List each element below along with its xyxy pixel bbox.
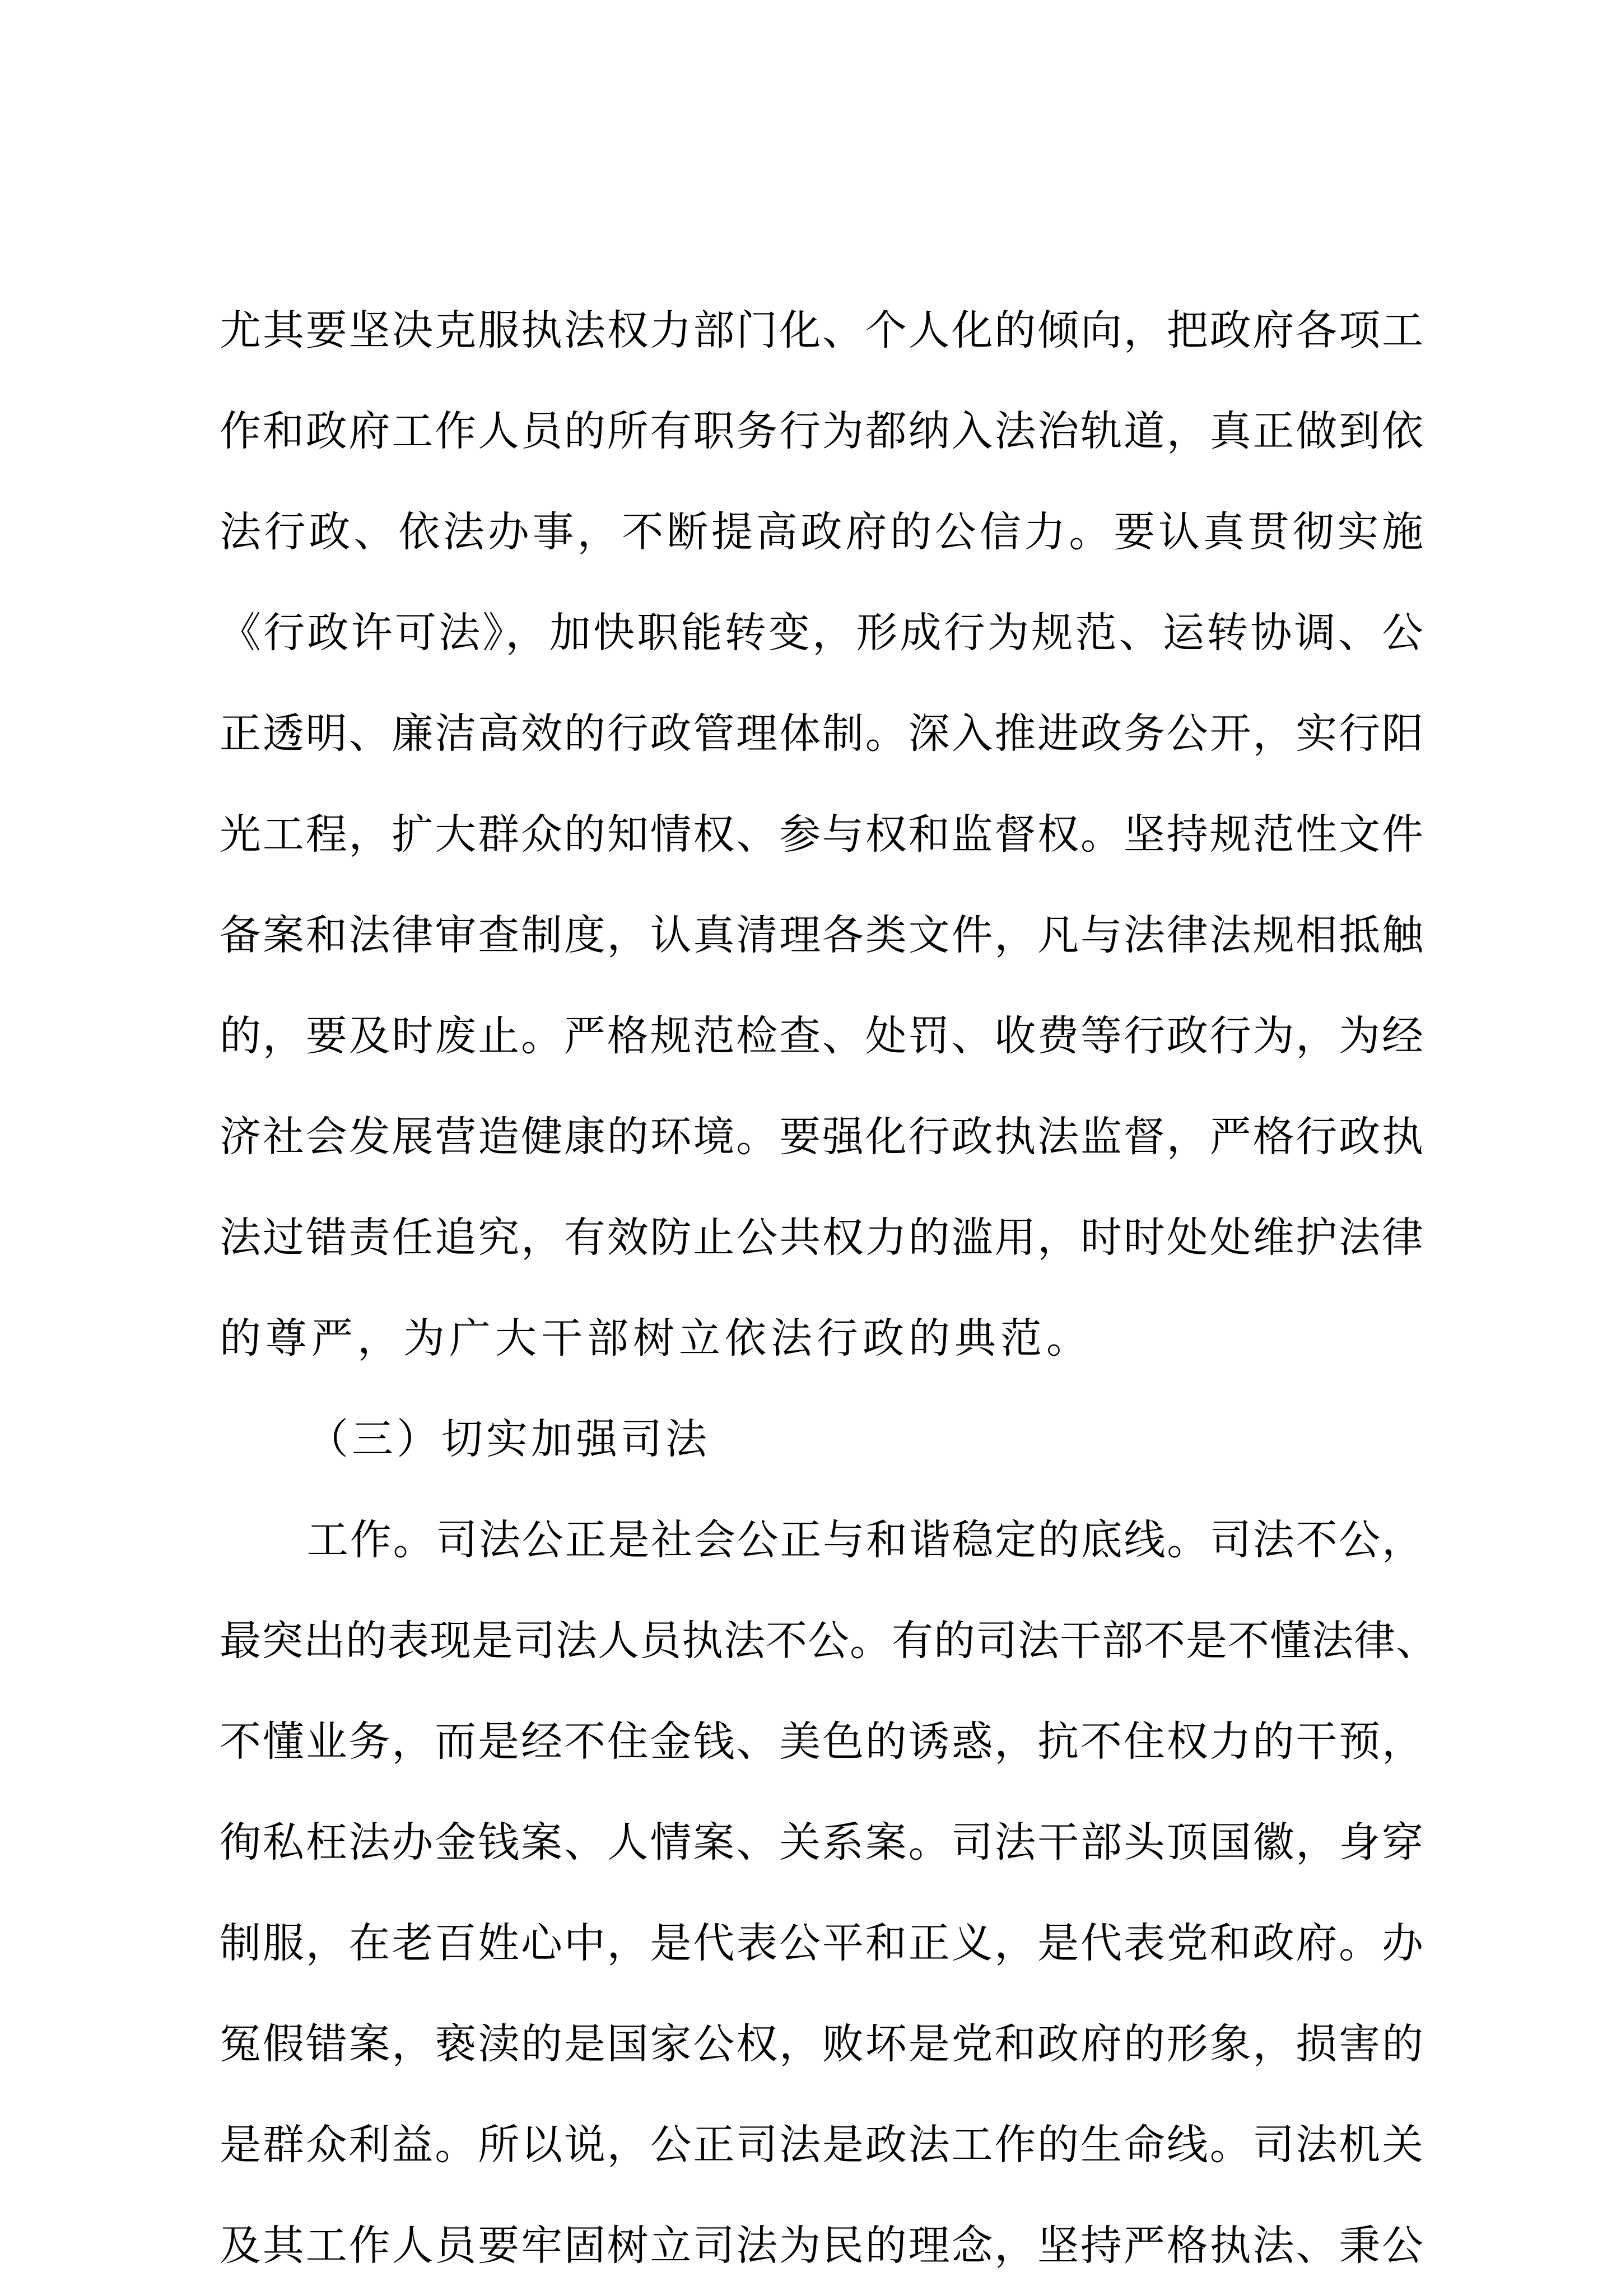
paragraph1-line: 济社会发展营造健康的环境。要强化行政执法监督，严格行政执	[220, 1113, 1424, 1161]
section-heading: （三）切实加强司法	[307, 1415, 710, 1463]
paragraph1-line: 光工程，扩大群众的知情权、参与权和监督权。坚持规范性文件	[220, 810, 1424, 858]
paragraph1-line: 法行政、依法办事，不断提高政府的公信力。要认真贯彻实施	[220, 508, 1424, 556]
paragraph1-line: 作和政府工作人员的所有职务行为都纳入法治轨道，真正做到依	[220, 407, 1424, 455]
paragraph2-line: 及其工作人员要牢固树立司法为民的理念，坚持严格执法、秉公	[220, 2222, 1424, 2270]
paragraph2-line: 不懂业务，而是经不住金钱、美色的诱惑，抗不住权力的干预，	[220, 1718, 1424, 1766]
paragraph1-line: 《行政许可法》，加快职能转变，形成行为规范、运转协调、公	[220, 609, 1424, 657]
paragraph1-line: 正透明、廉洁高效的行政管理体制。深入推进政务公开，实行阳	[220, 710, 1424, 758]
paragraph2-line: 工作。司法公正是社会公正与和谐稳定的底线。司法不公，	[307, 1516, 1424, 1564]
paragraph2-line: 徇私枉法办金钱案、人情案、关系案。司法干部头顶国徽，身穿	[220, 1818, 1424, 1866]
paragraph1-line: 法过错责任追究，有效防止公共权力的滥用，时时处处维护法律	[220, 1214, 1424, 1262]
paragraph1-line: 的，要及时废止。严格规范检查、处罚、收费等行政行为，为经	[220, 1012, 1424, 1060]
paragraph1-line: 尤其要坚决克服执法权力部门化、个人化的倾向，把政府各项工	[220, 306, 1424, 354]
paragraph2-line: 是群众利益。所以说，公正司法是政法工作的生命线。司法机关	[220, 2121, 1424, 2169]
paragraph2-line: 最突出的表现是司法人员执法不公。有的司法干部不是不懂法律、	[220, 1617, 1438, 1665]
paragraph1-line: 的尊严，为广大干部树立依法行政的典范。	[220, 1314, 1092, 1362]
paragraph1-line: 备案和法律审查制度，认真清理各类文件，凡与法律法规相抵触	[220, 911, 1424, 959]
paragraph2-line: 冤假错案，亵渎的是国家公权，败坏是党和政府的形象，损害的	[220, 2020, 1424, 2068]
paragraph2-line: 制服，在老百姓心中，是代表公平和正义，是代表党和政府。办	[220, 1919, 1424, 1967]
